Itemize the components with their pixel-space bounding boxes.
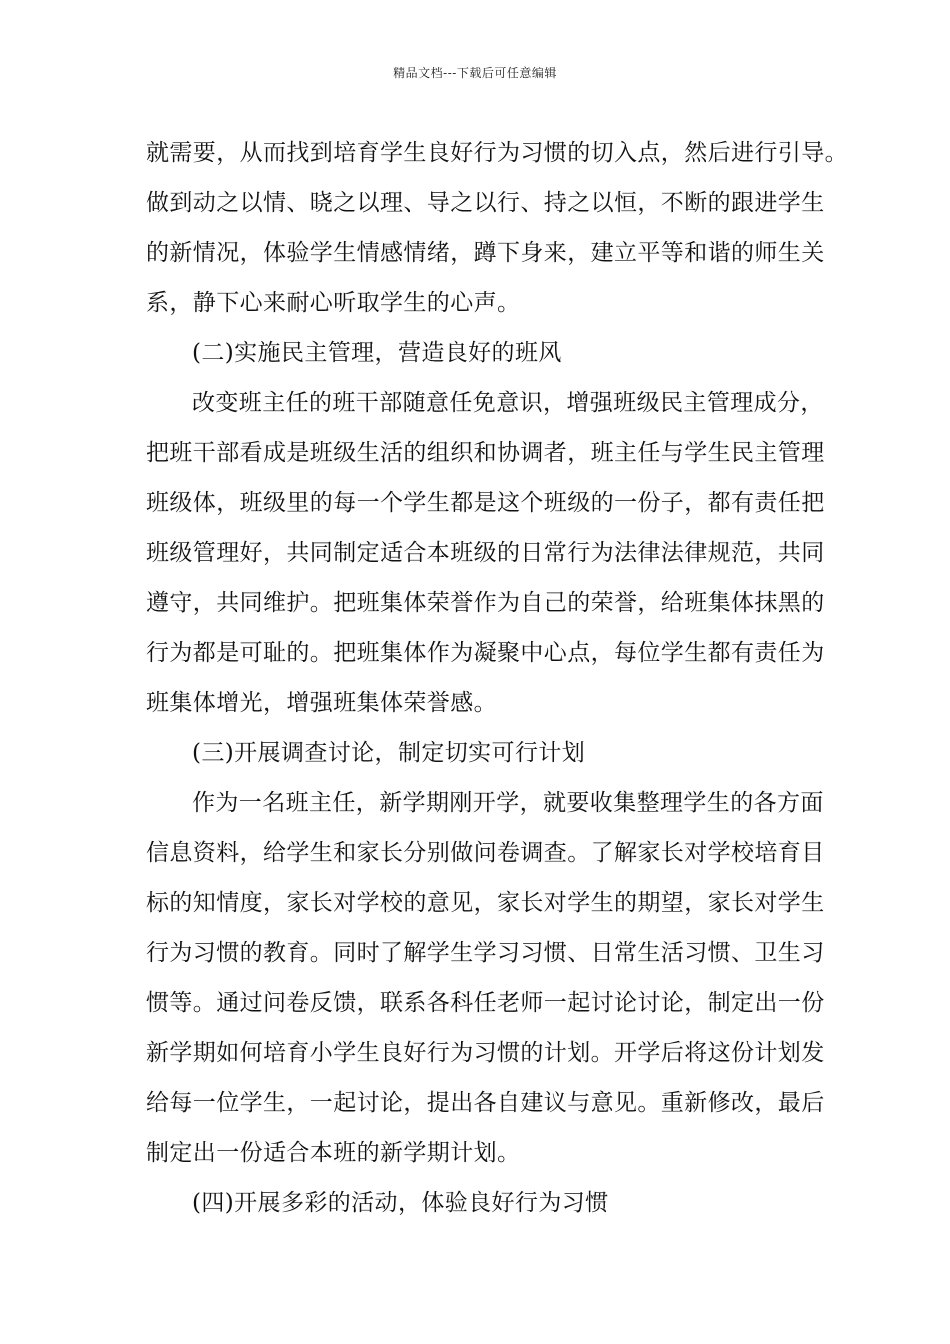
text-line: 把班干部看成是班级生活的组织和协调者，班主任与学生民主管理 [146, 440, 825, 466]
text-line: 系，静下心来耐心听取学生的心声。 [146, 290, 521, 316]
text-line: 班级管理好，共同制定适合本班级的日常行为法律法律规范，共同 [146, 540, 825, 566]
text-line: 信息资料，给学生和家长分别做问卷调查。了解家长对学校培育目 [146, 840, 825, 866]
text-line: 班集体增光，增强班集体荣誉感。 [146, 690, 497, 716]
text-line: 行为习惯的教育。同时了解学生学习习惯、日常生活习惯、卫生习 [146, 940, 825, 966]
section-heading: (三)开展调查讨论，制定切实可行计划 [192, 740, 586, 766]
page-header: 精品文档---下载后可任意编辑 [393, 66, 557, 80]
text-line: 制定出一份适合本班的新学期计划。 [146, 1140, 521, 1166]
text-line: 给每一位学生，一起讨论，提出各自建议与意见。重新修改，最后 [146, 1090, 825, 1116]
body-text [146, 128, 848, 1228]
text-line: 作为一名班主任，新学期刚开学，就要收集整理学生的各方面 [192, 790, 824, 816]
text-line: 改变班主任的班干部随意任免意识，增强班级民主管理成分， [192, 390, 824, 416]
text-line: 新学期如何培育小学生良好行为习惯的计划。开学后将这份计划发 [146, 1040, 825, 1066]
text-line: 的新情况，体验学生情感情绪，蹲下身来，建立平等和谐的师生关 [146, 240, 825, 266]
section-heading: (二)实施民主管理，营造良好的班风 [192, 340, 562, 366]
text-line: 遵守，共同维护。把班集体荣誉作为自己的荣誉，给班集体抹黑的 [146, 590, 825, 616]
text-line: 就需要，从而找到培育学生良好行为习惯的切入点，然后进行引导。 [146, 140, 848, 166]
text-line: 做到动之以情、晓之以理、导之以行、持之以恒，不断的跟进学生 [146, 190, 825, 216]
section-heading: (四)开展多彩的活动，体验良好行为习惯 [192, 1190, 609, 1216]
text-line: 标的知情度，家长对学校的意见，家长对学生的期望，家长对学生 [146, 890, 825, 916]
text-line: 行为都是可耻的。把班集体作为凝聚中心点，每位学生都有责任为 [146, 640, 825, 666]
text-line: 班级体，班级里的每一个学生都是这个班级的一份子，都有责任把 [146, 490, 825, 516]
text-line: 惯等。通过问卷反馈，联系各科任老师一起讨论讨论，制定出一份 [146, 990, 825, 1016]
